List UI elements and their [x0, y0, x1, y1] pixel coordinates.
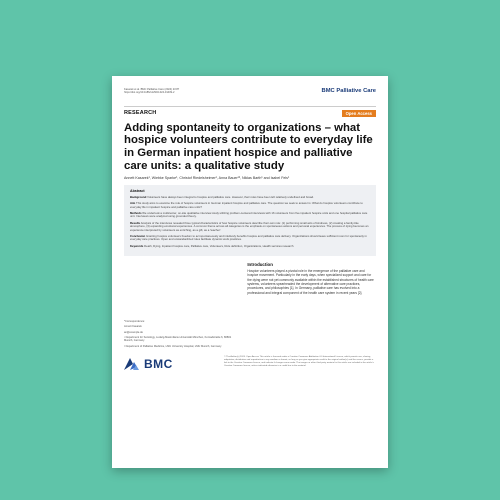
correspondence-label: *Correspondence: — [124, 319, 145, 323]
citation-doi[interactable]: https://doi.org/10.1186/s12904-024-01409-2 — [124, 91, 175, 95]
journal-name: BMC Palliative Care — [321, 88, 376, 94]
abstract-results: Results Analysis of the interviews revealed three typical characteristics of how hospice volunteers describe their own role: (1) performing small acts of kindness, (2) creating a family-like atmosphere, (3) expanding emotional experiences. A common theme across all categories is the emphasis on spontaneous actions and personal experiences. The process of dying becomes an experience interpreted by volunteers as enriching, as a gift, as a 'teacher'. — [130, 220, 369, 232]
page-footer — [124, 356, 376, 372]
bmc-logo-text: BMC — [144, 357, 173, 372]
bmc-logo-icon — [124, 356, 140, 372]
header-divider — [124, 106, 376, 107]
introduction-text: Hospice volunteers played a pivotal role in the emergence of the palliative care and hospice movement. Particularly in the early days, when specialized support and care for the dying were not yet commonly available within the established structures of health care systems, volunteers spearheaded the development of alternative care practices, procedures, and philosophies [1]. In Germany, palliative care has evolved into a professional and integral component of the health care system in recent years [2]. — [247, 268, 374, 295]
article-type-band — [124, 110, 376, 117]
paper-page — [112, 76, 388, 468]
abstract-methods: Methods We undertook a multicenter, on-site qualitative interview study utilizing problem-centered interviews with 16 volunteers from five inpatient hospice units and one hospital palliative care unit. Interviews were analyzed using grounded theory. — [130, 210, 368, 219]
license-text: © The Author(s) 2024. Open Access This article is licensed under a Creative Commons Attribution 4.0 International License, which permits use, sharing, adaptation, distribution and reproduction in any medium or format, as long as you give appropriate credit to the original author(s) and the source, provide a link to the Creative Commons licence, and indicate if changes were made. The images or other third party material in this article are included in the article's Creative Commons licence, unless indicated otherwise in a credit line to the material. — [224, 356, 374, 368]
open-access-badge: Open Access — [342, 110, 376, 117]
affiliation-1: ¹ Department for Sociology, Ludwig-Maximilians-Universität München, Konradstraße 6, 80801 Munich, Germany — [124, 336, 232, 343]
citation — [124, 88, 179, 95]
affiliations — [124, 262, 237, 350]
affiliation-2: ² Department of Palliative Medicine, LMU University Hospital, LMU Munich, Germany — [124, 344, 222, 348]
correspondence-name: Annett Kasarek — [124, 325, 142, 329]
correspondence-email[interactable]: an@example.de — [124, 330, 143, 334]
abstract-box — [124, 185, 376, 256]
citation-line-1: Kasarek et al. BMC Palliative Care (2024) 23:87 — [124, 88, 180, 91]
abstract-heading: Abstract — [130, 189, 145, 194]
author-list: Annett Kasarek¹, Wiebke Sparke¹, Christof Riedelsheimer¹, Anna Bauer¹², Niklas Barth¹ and Isabel Fels¹ — [124, 176, 290, 181]
introduction-heading: Introduction — [247, 261, 273, 267]
abstract-aim: Aim This study aims to examine the role of hospice volunteers in German inpatient hospice and palliative care. The question we seek to answer is: What do hospice volunteers contribute to everyday life in inpatient hospice and palliative care units? — [130, 200, 363, 209]
abstract-keywords: Keywords Death, Dying, Inpatient hospice care, Palliative care, Volunteers, Role definition, Organizations, Health services research — [130, 243, 294, 248]
article-type-label: RESEARCH — [124, 110, 157, 117]
introduction-section — [247, 262, 376, 350]
abstract-background: Background Volunteers have always been integral to hospice and palliative care. However, their roles have been left relatively undefined and broad. — [130, 194, 314, 199]
abstract-conclusion: Conclusion Granting hospice volunteers freedom to act spontaneously and intuitively benefits hospice and palliative care delivery. Organizations should leave sufficient room for spontaneity in everyday care practices. Open and unstandardized roles facilitate dynamic work practices. — [130, 233, 367, 242]
body-columns — [124, 262, 376, 350]
article-title: Adding spontaneity to organizations – what hospice volunteers contribute to everyday life in German inpatient hospice and palliative care units: a qualitative study — [124, 121, 373, 172]
page-header — [124, 88, 376, 100]
bmc-logo — [124, 356, 224, 372]
